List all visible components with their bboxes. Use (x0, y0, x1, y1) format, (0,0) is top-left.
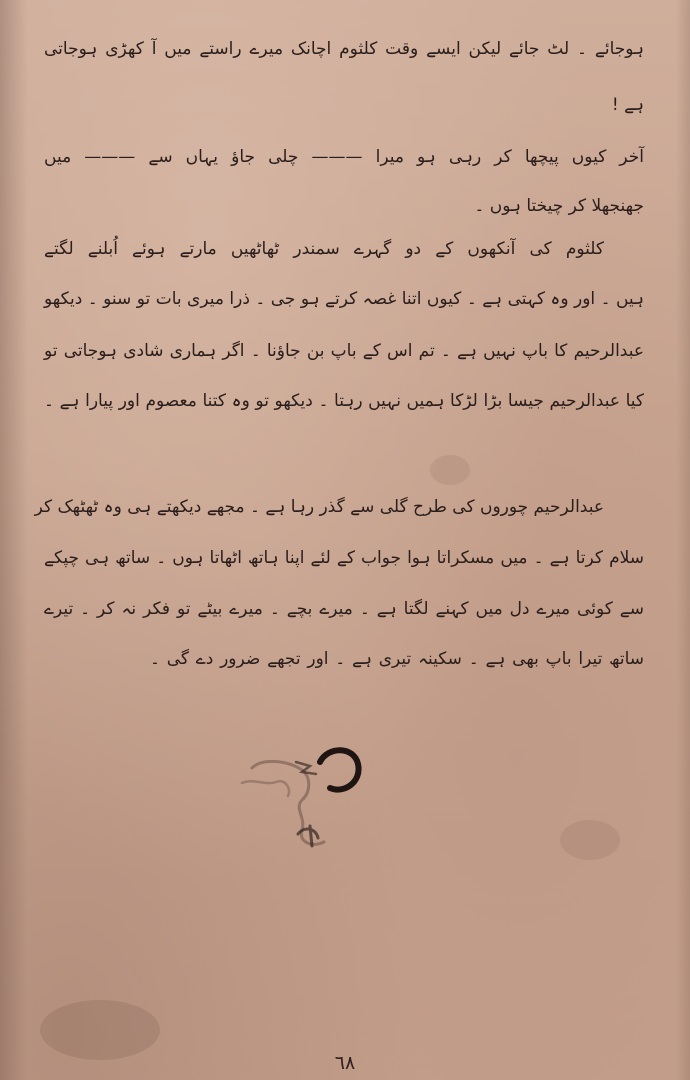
text-line: سے کوئی میرے دل میں کہنے لگتا ہے ۔ میرے بچے ۔ میرے بیٹے تو فکر نہ کر ۔ تیرے (44, 599, 644, 619)
text-line: ہیں ۔ اور وہ کہتی ہے ۔ کیوں اتنا غصہ کرتے ہو جی ۔ ذرا میری بات تو سنو ۔ دیکھو (44, 289, 644, 309)
text-line: آخر کیوں پیچھا کر رہی ہو میرا ——— چلی جاؤ یہاں سے ——— میں (44, 147, 644, 167)
text-line: ہے ! (611, 95, 644, 115)
text-line: کیا عبدالرحیم جیسا بڑا لڑکا ہمیں نہیں رہتا ۔ دیکھو تو وہ کتنا معصوم اور پیارا ہے ۔ (44, 391, 644, 411)
text-line: ساتھ تیرا باپ بھی ہے ۔ سکینہ تیری ہے ۔ اور تجھے ضرور دے گی ۔ (150, 649, 644, 669)
paper-stain (40, 1000, 160, 1060)
text-line: کلثوم کی آنکھوں کے دو گہرے سمندر ٹھاٹھیں مارتے ہوئے اُبلنے لگتے (44, 239, 604, 259)
text-line: عبدالرحیم چوروں کی طرح گلی سے گذر رہا ہے ۔ مجھے دیکھتے ہی وہ ٹھٹھک کر (34, 497, 604, 517)
text-line: عبدالرحیم کا باپ نہیں ہے ۔ تم اس کے باپ بن جاؤنا ۔ اگر ہماری شادی ہوجاتی تو (44, 341, 644, 361)
paper-stain (560, 820, 620, 860)
text-line: سلام کرتا ہے ۔ میں مسکراتا ہوا جواب کے لئے اپنا ہاتھ اٹھاتا ہوں ۔ ساتھ ہی چپکے (44, 548, 644, 568)
text-line: جھنجھلا کر چیختا ہوں ۔ (474, 196, 644, 216)
sketch-ornament-icon (232, 738, 372, 856)
page-number: ٦٨ (334, 1052, 356, 1074)
paper-stain (430, 455, 470, 485)
text-line: ہوجائے ۔ لٹ جائے لیکن ایسے وقت کلثوم اچانک میرے راستے میں آ کھڑی ہوجاتی (44, 39, 644, 59)
